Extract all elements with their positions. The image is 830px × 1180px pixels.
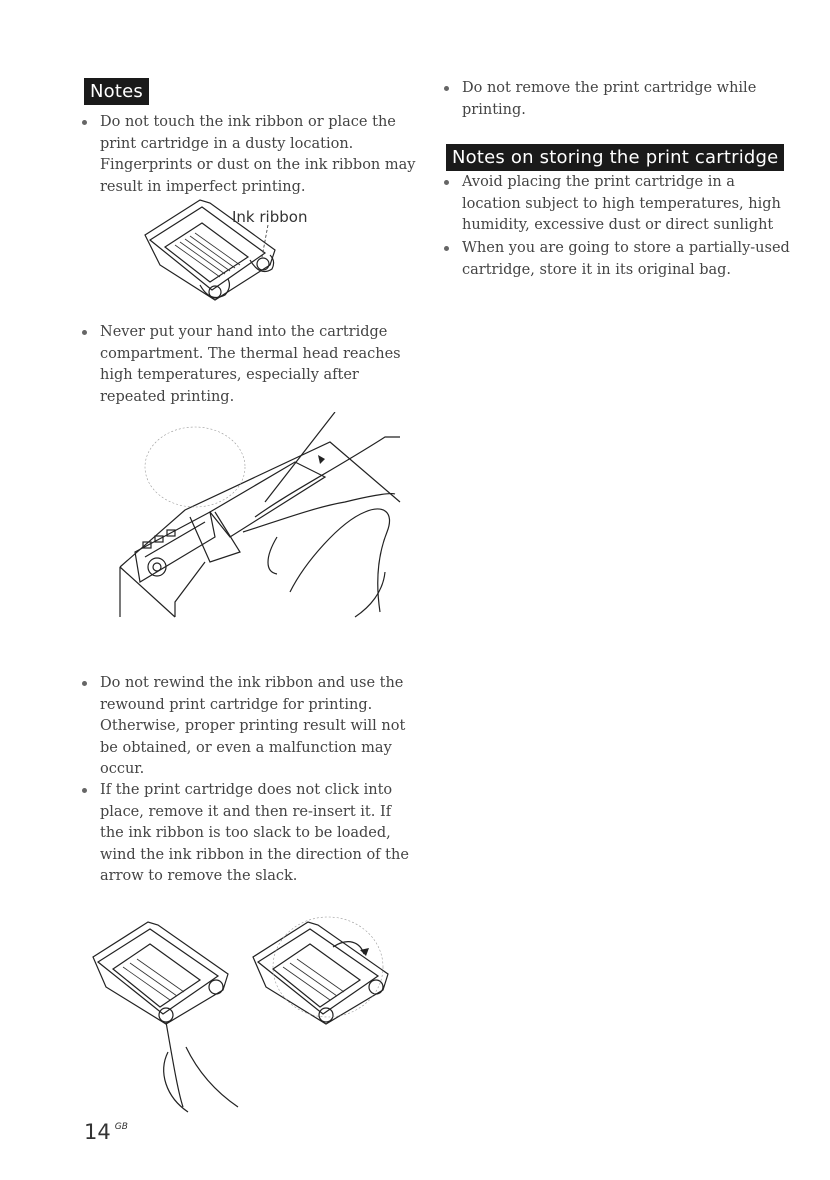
bullet-click-into-place — [82, 780, 418, 888]
bullet-dot — [82, 120, 87, 125]
winding-cartridges-illustration — [88, 912, 398, 1117]
bullet-text: Do not rewind the ink ribbon and use the rewound print cartridge for printing. Otherwise, proper printing result will not be obtained, or even a malfunction may occur. — [100, 675, 406, 777]
page-number-value: 14 — [84, 1120, 111, 1144]
bullet-text: If the print cartridge does not click into place, remove it and then re-insert it. If the ink ribbon is too slack to be loaded, wind the ink ribbon in the direction of the arrow to remove the slack. — [100, 782, 409, 884]
bullet-text: Do not remove the print cartridge while printing. — [462, 80, 757, 118]
page-number — [84, 1120, 128, 1144]
bullet-text: Never put your hand into the cartridge compartment. The thermal head reaches high temperatures, especially after repeated printing. — [100, 324, 401, 405]
bullet-dot — [444, 86, 449, 91]
bullet-text: When you are going to store a partially-used cartridge, store it in its original bag. — [462, 240, 790, 278]
bullet-dot — [82, 330, 87, 335]
bullet-dot — [82, 788, 87, 793]
bullet-ink-ribbon-dust — [82, 112, 418, 198]
bullet-text: Do not touch the ink ribbon or place the print cartridge in a dusty location. Fingerprints or dust on the ink ribbon may result in imperfect printing. — [100, 114, 416, 195]
bullet-rewind-ribbon — [82, 673, 418, 781]
printer-hand-illustration — [115, 412, 405, 627]
storing-heading: Notes on storing the print cartridge — [446, 144, 784, 171]
bullet-store-partially-used — [444, 238, 792, 281]
ink-ribbon-label: Ink ribbon — [232, 208, 308, 226]
bullet-dot — [444, 180, 449, 185]
bullet-dot — [444, 246, 449, 251]
bullet-dot — [82, 681, 87, 686]
bullet-hand-compartment — [82, 322, 418, 408]
region-code: GB — [114, 1122, 128, 1132]
bullet-remove-while-printing — [444, 78, 772, 121]
notes-heading: Notes — [84, 78, 149, 105]
bullet-text: Avoid placing the print cartridge in a location subject to high temperatures, high humidity, excessive dust or direct sunlight — [462, 174, 781, 233]
bullet-avoid-placing — [444, 172, 792, 237]
